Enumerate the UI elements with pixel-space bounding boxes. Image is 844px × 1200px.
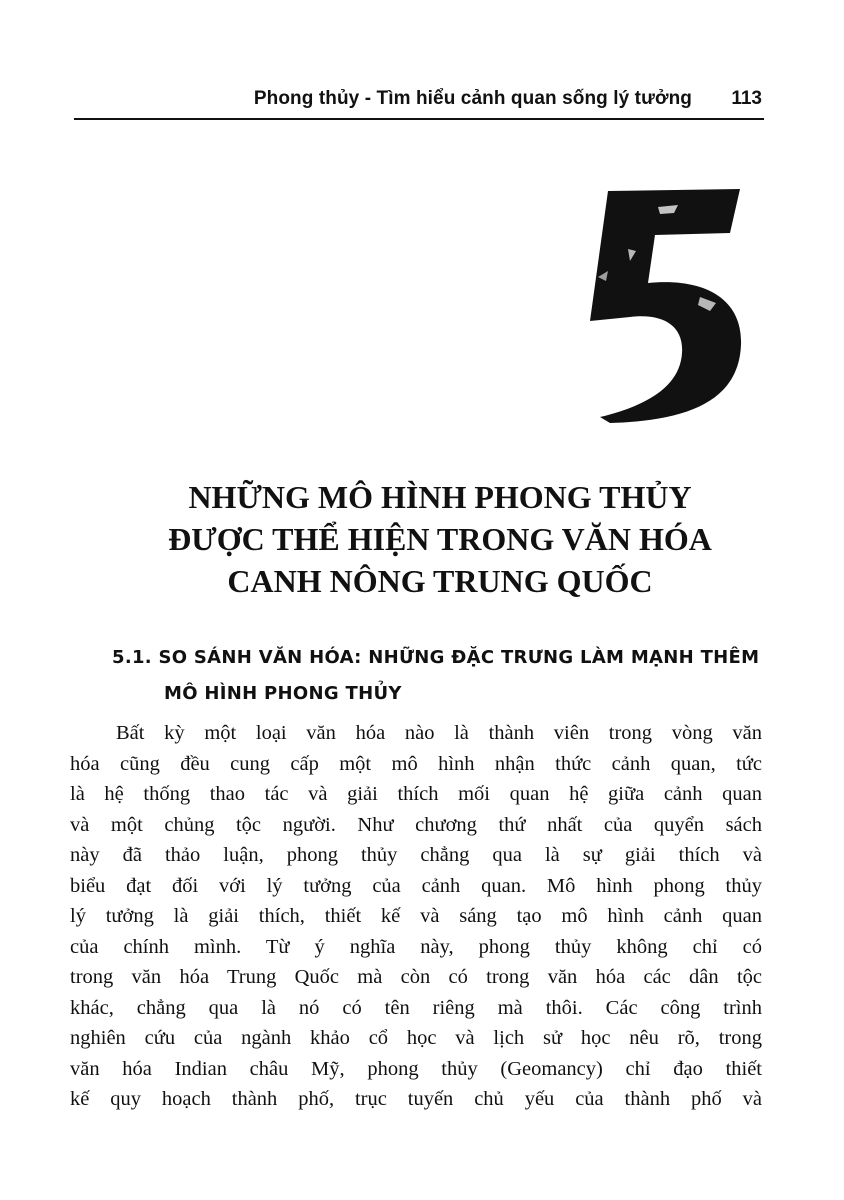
section-heading-line: 5.1. SO SÁNH VĂN HÓA: NHỮNG ĐẶC TRƯNG LÀM MẠNH THÊM xyxy=(112,647,760,668)
body-line: Bất kỳ một loại văn hóa nào là thành viên trong vòng văn xyxy=(116,722,762,744)
body-line: trong văn hóa Trung Quốc mà còn có trong văn hóa các dân tộc xyxy=(70,966,762,988)
chapter-title xyxy=(100,476,780,602)
body-line: kế quy hoạch thành phố, trục tuyến chủ yếu của thành phố và xyxy=(70,1088,762,1110)
running-title: Phong thủy - Tìm hiểu cảnh quan sống lý tưởng xyxy=(253,88,692,109)
chapter-title-line: NHỮNG MÔ HÌNH PHONG THỦY xyxy=(188,479,692,515)
body-line: hóa cũng đều cung cấp một mô hình nhận thức cảnh quan, tức xyxy=(70,752,762,775)
body-line: nghiên cứu của ngành khảo cổ học và lịch sử học nêu rõ, trong xyxy=(70,1027,762,1049)
chapter-title-line: ĐƯỢC THỂ HIỆN TRONG VĂN HÓA xyxy=(168,521,712,557)
body-line: lý tưởng là giải thích, thiết kế và sáng tạo mô hình cảnh quan xyxy=(70,905,762,927)
body-line: biểu đạt đối với lý tưởng của cảnh quan. Mô hình phong thủy xyxy=(70,874,762,897)
section-heading-line: MÔ HÌNH PHONG THỦY xyxy=(164,683,402,704)
body-paragraph xyxy=(70,718,762,1115)
body-line: văn hóa Indian châu Mỹ, phong thủy (Geomancy) chỉ đạo thiết xyxy=(70,1057,762,1080)
body-line: và một chủng tộc người. Như chương thứ nhất của quyển sách xyxy=(70,813,762,836)
running-header xyxy=(74,84,764,120)
body-line: này đã thảo luận, phong thủy chẳng qua là sự giải thích và xyxy=(70,844,762,866)
body-line: khác, chẳng qua là nó có tên riêng mà thôi. Các công trình xyxy=(70,996,762,1019)
page-number: 113 xyxy=(731,88,762,109)
body-line: là hệ thống thao tác và giải thích mối quan hệ giữa cảnh quan xyxy=(70,783,762,805)
chapter-number-graphic xyxy=(570,185,750,425)
chapter-title-line: CANH NÔNG TRUNG QUỐC xyxy=(227,563,653,599)
section-heading xyxy=(112,640,772,712)
body-line: của chính mình. Từ ý nghĩa này, phong thủy không chỉ có xyxy=(70,935,762,958)
